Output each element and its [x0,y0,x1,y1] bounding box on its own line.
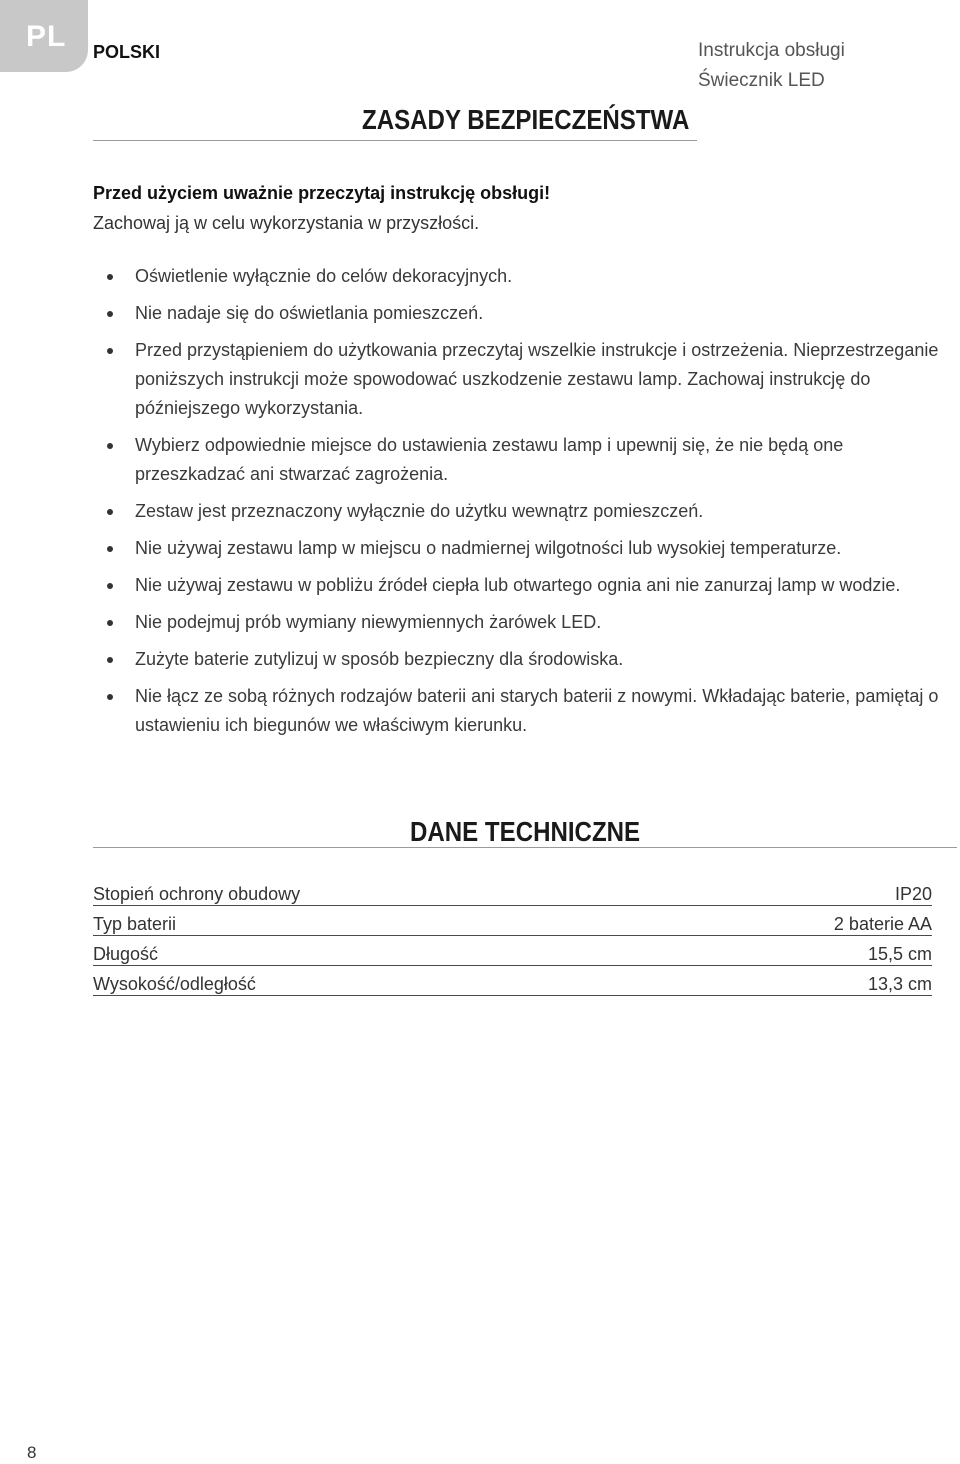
bullet-icon [107,583,113,589]
bullet-icon [107,620,113,626]
list-item [93,497,953,526]
table-row [93,876,932,906]
safety-list [93,262,953,748]
list-item [93,299,953,328]
table-row [93,936,932,966]
spec-label: Długość [93,944,159,964]
spec-value: 2 baterie AA [833,914,932,934]
list-item [93,534,953,563]
list-item [93,262,953,291]
list-item-text: Nie używaj zestawu w pobliżu źródeł ciepła lub otwartego ognia ani nie zanurzaj lamp w wodzie. [135,575,901,595]
list-item-text: Nie nadaje się do oświetlania pomieszczeń. [135,303,484,323]
bullet-icon [107,443,113,449]
document-title: Instrukcja obsługi [698,40,845,61]
bullet-icon [107,694,113,700]
document-meta [698,36,845,96]
list-item-text: Wybierz odpowiednie miejsce do ustawienia zestawu lamp i upewnij się, że nie będą one przeszkadzać ani stwarzać zagrożenia. [135,435,844,484]
bullet-icon [107,657,113,663]
spec-value: IP20 [894,884,932,904]
table-row [93,966,932,996]
spec-value: 13,3 cm [867,974,932,994]
spec-label: Wysokość/odległość [93,974,256,994]
spec-label: Stopień ochrony obudowy [93,884,301,904]
specs-table [93,876,932,996]
intro-warning: Przed użyciem uważnie przeczytaj instrukcję obsługi! [93,183,551,203]
safety-title: ZASADY BEZPIECZEŃSTWA [362,104,690,135]
bullet-icon [107,509,113,515]
page-number: 8 [27,1443,37,1462]
language-label: POLSKI [93,42,161,62]
list-item [93,571,953,600]
list-item-text: Nie łącz ze sobą różnych rodzajów baterii ani starych baterii z nowymi. Wkładając baterie, pamiętaj o ustawieniu ich biegunów we właściwym kierunku. [135,686,939,735]
list-item [93,608,953,637]
safety-divider [93,140,697,141]
bullet-icon [107,546,113,552]
list-item-text: Oświetlenie wyłącznie do celów dekoracyjnych. [135,266,513,286]
language-code: PL [26,20,67,53]
list-item-text: Zestaw jest przeznaczony wyłącznie do użytku wewnątrz pomieszczeń. [135,501,704,521]
list-item-text: Nie używaj zestawu lamp w miejscu o nadmiernej wilgotności lub wysokiej temperaturze. [135,538,842,558]
table-row [93,906,932,936]
list-item [93,645,953,674]
bullet-icon [107,274,113,280]
language-tab [0,0,88,72]
list-item [93,336,953,423]
bullet-icon [107,311,113,317]
spec-label: Typ baterii [93,914,177,934]
list-item-text: Przed przystąpieniem do użytkowania przeczytaj wszelkie instrukcje i ostrzeżenia. Nieprzestrzeganie poniższych instrukcji może spowodować uszkodzenie zestawu lamp. Zachowaj instrukcję do późniejszego wykorzystania. [135,340,939,418]
product-name: Świecznik LED [698,70,825,91]
specs-divider [93,847,957,848]
list-item [93,431,953,489]
specs-title: DANE TECHNICZNE [410,816,641,847]
safety-intro [93,178,550,238]
spec-value: 15,5 cm [867,944,932,964]
intro-note: Zachowaj ją w celu wykorzystania w przyszłości. [93,213,480,233]
list-item [93,682,953,740]
list-item-text: Zużyte baterie zutylizuj w sposób bezpieczny dla środowiska. [135,649,624,669]
list-item-text: Nie podejmuj prób wymiany niewymiennych żarówek LED. [135,612,602,632]
bullet-icon [107,348,113,354]
